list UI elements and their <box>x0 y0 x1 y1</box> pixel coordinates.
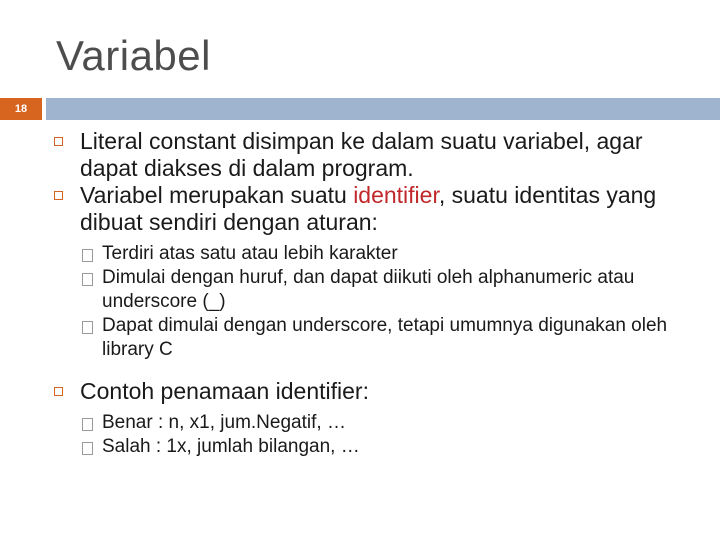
square-bullet-icon <box>54 387 63 396</box>
bullet-item <box>54 378 694 405</box>
sub-bullet-text: Terdiri atas satu atau lebih karakter <box>102 243 398 264</box>
slide-title: Variabel <box>56 32 211 79</box>
checkbox-bullet-icon <box>82 418 93 431</box>
sub-bullet-item <box>54 411 694 435</box>
sub-bullet-text: Salah : 1x, jumlah bilangan, … <box>102 436 360 457</box>
checkbox-bullet-icon <box>82 249 93 262</box>
bullet-text: , suatu identitas yang dibuat sendiri dengan aturan: <box>80 182 657 235</box>
bullet-text: Contoh penamaan identifier: <box>80 378 369 404</box>
sub-bullet-item <box>54 435 694 459</box>
bullet-text: Variabel merupakan suatu <box>80 182 354 208</box>
sub-bullet-text: Dimulai dengan huruf, dan dapat diikuti oleh alphanumeric atau underscore (_) <box>102 267 635 312</box>
sub-bullet-text: Dapat dimulai dengan underscore, tetapi umumnya digunakan oleh library C <box>102 315 668 360</box>
bullet-item <box>54 182 694 236</box>
checkbox-bullet-icon <box>82 442 93 455</box>
checkbox-bullet-icon <box>82 321 93 334</box>
bullet-text: Literal constant disimpan ke dalam suatu variabel, agar dapat diakses di dalam program. <box>80 128 643 181</box>
sub-bullet-text: Benar : n, x1, jum.Negatif, … <box>102 412 346 433</box>
header-bar <box>46 98 720 120</box>
bullet-item <box>54 128 694 182</box>
slide-content <box>54 128 694 459</box>
checkbox-bullet-icon <box>82 273 93 286</box>
square-bullet-icon <box>54 191 63 200</box>
slide-number-badge: 18 <box>0 98 42 120</box>
square-bullet-icon <box>54 137 63 146</box>
sub-bullet-item <box>54 242 694 266</box>
sub-bullet-item <box>54 266 694 314</box>
sub-bullet-item <box>54 314 694 362</box>
highlight-text: identifier <box>353 182 439 208</box>
